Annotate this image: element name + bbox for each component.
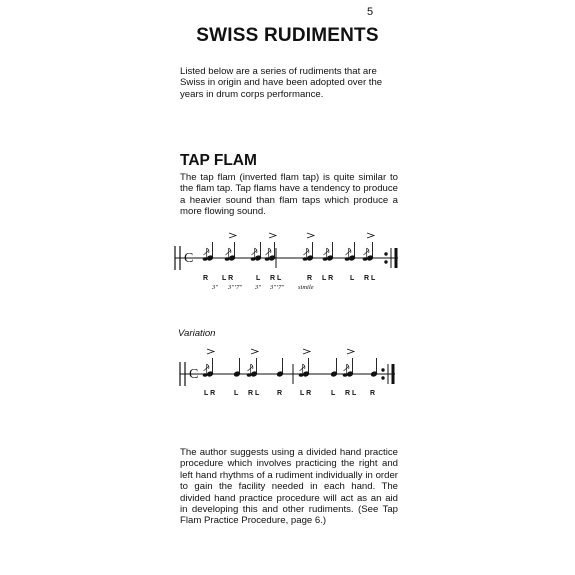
sticking-label: R xyxy=(277,390,283,397)
accent-mark xyxy=(307,233,314,238)
closing-paragraph: The author suggests using a divided hand practice procedure which involves practicing the right and left hand rhythms of a rudiment individually in order to gain the facility needed in each hand. The divided hand practice procedure will act as an aid in developing this and other rudiments. (See Tap Flam Practice Procedure, page 6.) xyxy=(180,447,398,527)
accent-mark xyxy=(347,349,354,354)
section-heading: TAP FLAM xyxy=(180,152,257,169)
sticking-label: L xyxy=(331,390,336,397)
grace-note xyxy=(251,258,255,261)
intro-paragraph: Listed below are a series of rudiments that are Swiss in origin and have been adopted over the years in drum corps performance. xyxy=(180,66,383,100)
tap-flam-staff xyxy=(170,228,405,293)
sticking-label: R L xyxy=(248,390,260,397)
sticking-label: R xyxy=(307,275,313,282)
page-title: SWISS RUDIMENTS xyxy=(196,25,379,46)
grace-note xyxy=(203,374,207,377)
sticking-label: L xyxy=(234,390,239,397)
fingering-label: 3″ xyxy=(255,284,261,291)
svg-text:C: C xyxy=(189,367,199,382)
accent-mark xyxy=(269,233,276,238)
svg-text:C: C xyxy=(184,251,194,266)
accent-mark xyxy=(207,349,214,354)
sticking-label: L R xyxy=(322,275,334,282)
sticking-label: L R xyxy=(300,390,312,397)
fingering-label: 3″’7″ xyxy=(270,284,285,291)
sticking-label: L xyxy=(256,275,261,282)
accent-mark xyxy=(229,233,236,238)
variation-label: Variation xyxy=(178,328,216,339)
sticking-label: R L xyxy=(364,275,376,282)
simile-label: simile xyxy=(298,284,314,291)
accent-mark xyxy=(367,233,374,238)
grace-note xyxy=(323,258,327,261)
grace-note xyxy=(265,258,269,261)
fingering-label: 3″’7″ xyxy=(228,284,243,291)
sticking-label: R xyxy=(370,390,376,397)
fingering-label: 3″ xyxy=(212,284,218,291)
grace-note xyxy=(345,258,349,261)
sticking-label: L R xyxy=(204,390,216,397)
grace-note xyxy=(363,258,367,261)
page-number: 5 xyxy=(367,6,374,18)
grace-note xyxy=(203,258,207,261)
sticking-label: L R xyxy=(222,275,234,282)
grace-note xyxy=(299,374,303,377)
sticking-label: R L xyxy=(270,275,282,282)
variation-staff xyxy=(170,344,405,399)
sticking-label: R L xyxy=(345,390,357,397)
tap-flam-paragraph: The tap flam (inverted flam tap) is quite similar to the flam tap. Tap flams have a tendency to produce a heavier sound than flam taps which produce a more flowing sound. xyxy=(180,172,398,218)
accent-mark xyxy=(251,349,258,354)
grace-note xyxy=(343,374,347,377)
sticking-label: L xyxy=(350,275,355,282)
grace-note xyxy=(247,374,251,377)
grace-note xyxy=(225,258,229,261)
accent-mark xyxy=(303,349,310,354)
sticking-label: R xyxy=(203,275,209,282)
grace-note xyxy=(303,258,307,261)
